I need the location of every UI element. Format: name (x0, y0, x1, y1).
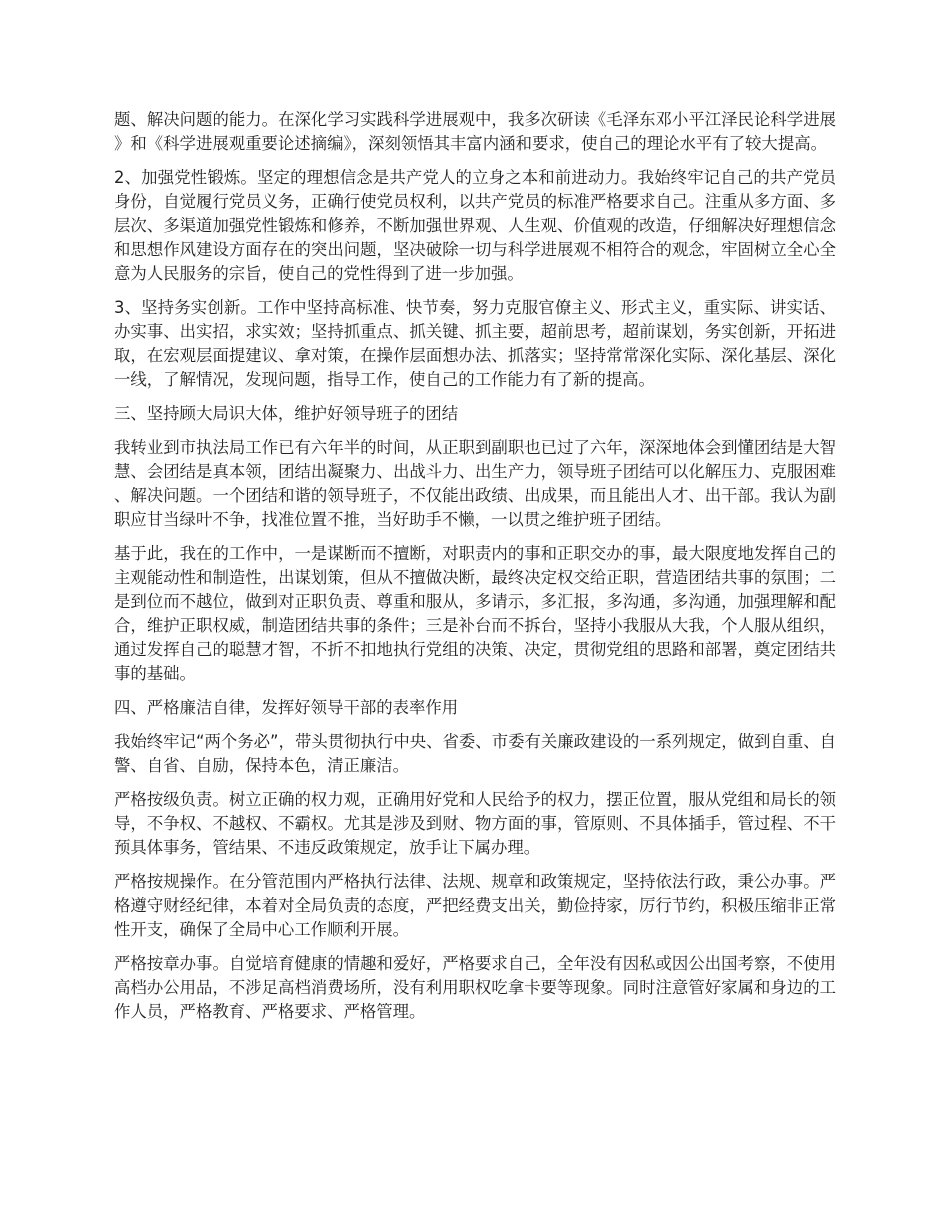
paragraph-pragmatic-innovation: 3、坚持务实创新。工作中坚持高标准、快节奏，努力克服官僚主义、形式主义，重实际、讲实话、办实事、出实招，求实效；坚持抓重点、抓关键、抓主要，超前思考，超前谋划，务实创新，开拓进取，在宏观层面提建议、拿对策，在操作层面想办法、抓落实；坚持常常深化实际、深化基层、深化一线，了解情况，发现问题，指导工作，使自己的工作能力有了新的提高。 (114, 298, 836, 389)
paragraph-level-responsibility: 严格按级负责。树立正确的权力观，正确用好党和人民给予的权力，摆正位置，服从党组和局长的领导，不争权、不越权、不霸权。尤其是涉及到财、物方面的事，管原则、不具体插手，管过程、不干预具体事务，管结果、不违反政策规定，放手让下属办理。 (114, 790, 836, 857)
paragraph-unity-experience: 我转业到市执法局工作已有六年半的时间，从正职到副职也已过了六年，深深地体会到懂团结是大智慧、会团结是真本领，团结出凝聚力、出战斗力、出生产力，领导班子团结可以化解压力、克服困难、解决问题。一个团结和谐的领导班子，不仅能出政绩、出成果，而且能出人才、出干部。我认为副职应甘当绿叶不争，找准位置不推，当好助手不懒，一以贯之维护班子团结。 (114, 438, 836, 529)
paragraph-party-spirit: 2、加强党性锻炼。坚定的理想信念是共产党人的立身之本和前进动力。我始终牢记自己的共产党员身份，自觉履行党员义务，正确行使党员权利，以共产党员的标准严格要求自己。注重从多方面、多层次、多渠道加强党性锻炼和修养，不断加强世界观、人生观、价值观的改造，仔细解决好理想信念和思想作风建设方面存在的突出问题，坚决破除一切与科学进展观不相符合的观念，牢固树立全心全意为人民服务的宗旨，使自己的党性得到了进一步加强。 (114, 168, 836, 283)
paragraph-rule-operation: 严格按规操作。在分管范围内严格执行法律、法规、规章和政策规定，坚持依法行政，秉公办事。严格遵守财经纪律，本着对全局负责的态度，严把经费支出关，勤俭持家，厉行节约，积极压缩非正常性开支，确保了全局中心工作顺利开展。 (114, 872, 836, 939)
paragraph-two-musts: 我始终牢记“两个务必”，带头贯彻执行中央、省委、市委有关廉政建设的一系列规定，做到自重、自警、自省、自励，保持本色，清正廉洁。 (114, 732, 836, 775)
paragraph-theory-study: 题、解决问题的能力。在深化学习实践科学进展观中，我多次研读《毛泽东邓小平江泽民论科学进展》和《科学进展观重要论述摘编》，深刻领悟其丰富内涵和要求，使自己的理论水平有了较大提高。 (114, 110, 836, 153)
paragraph-regulation-conduct: 严格按章办事。自觉培育健康的情趣和爱好，严格要求自己，全年没有因私或因公出国考察，不使用高档办公用品，不涉足高档消费场所，没有利用职权吃拿卡要等现象。同时注意管好家属和身边的工作人员，严格教育、严格要求、严格管理。 (114, 954, 836, 1021)
document-body (114, 108, 836, 1034)
section-heading-unity: 三、坚持顾大局识大体，维护好领导班子的团结 (114, 404, 459, 423)
paragraph-unity-practice: 基于此，我在的工作中，一是谋断而不擅断，对职责内的事和正职交办的事，最大限度地发挥自己的主观能动性和制造性，出谋划策，但从不擅做决断，最终决定权交给正职，营造团结共事的氛围；二是到位而不越位，做到对正职负责、尊重和服从，多请示，多汇报，多沟通，多沟通，加强理解和配合，维护正职权威，制造团结共事的条件；三是补台而不拆台，坚持小我服从大我，个人服从组织，通过发挥自己的聪慧才智，不折不扣地执行党组的决策、决定，贯彻党组的思路和部署，奠定团结共事的基础。 (114, 544, 836, 683)
section-heading-integrity: 四、严格廉洁自律，发挥好领导干部的表率作用 (114, 698, 459, 717)
